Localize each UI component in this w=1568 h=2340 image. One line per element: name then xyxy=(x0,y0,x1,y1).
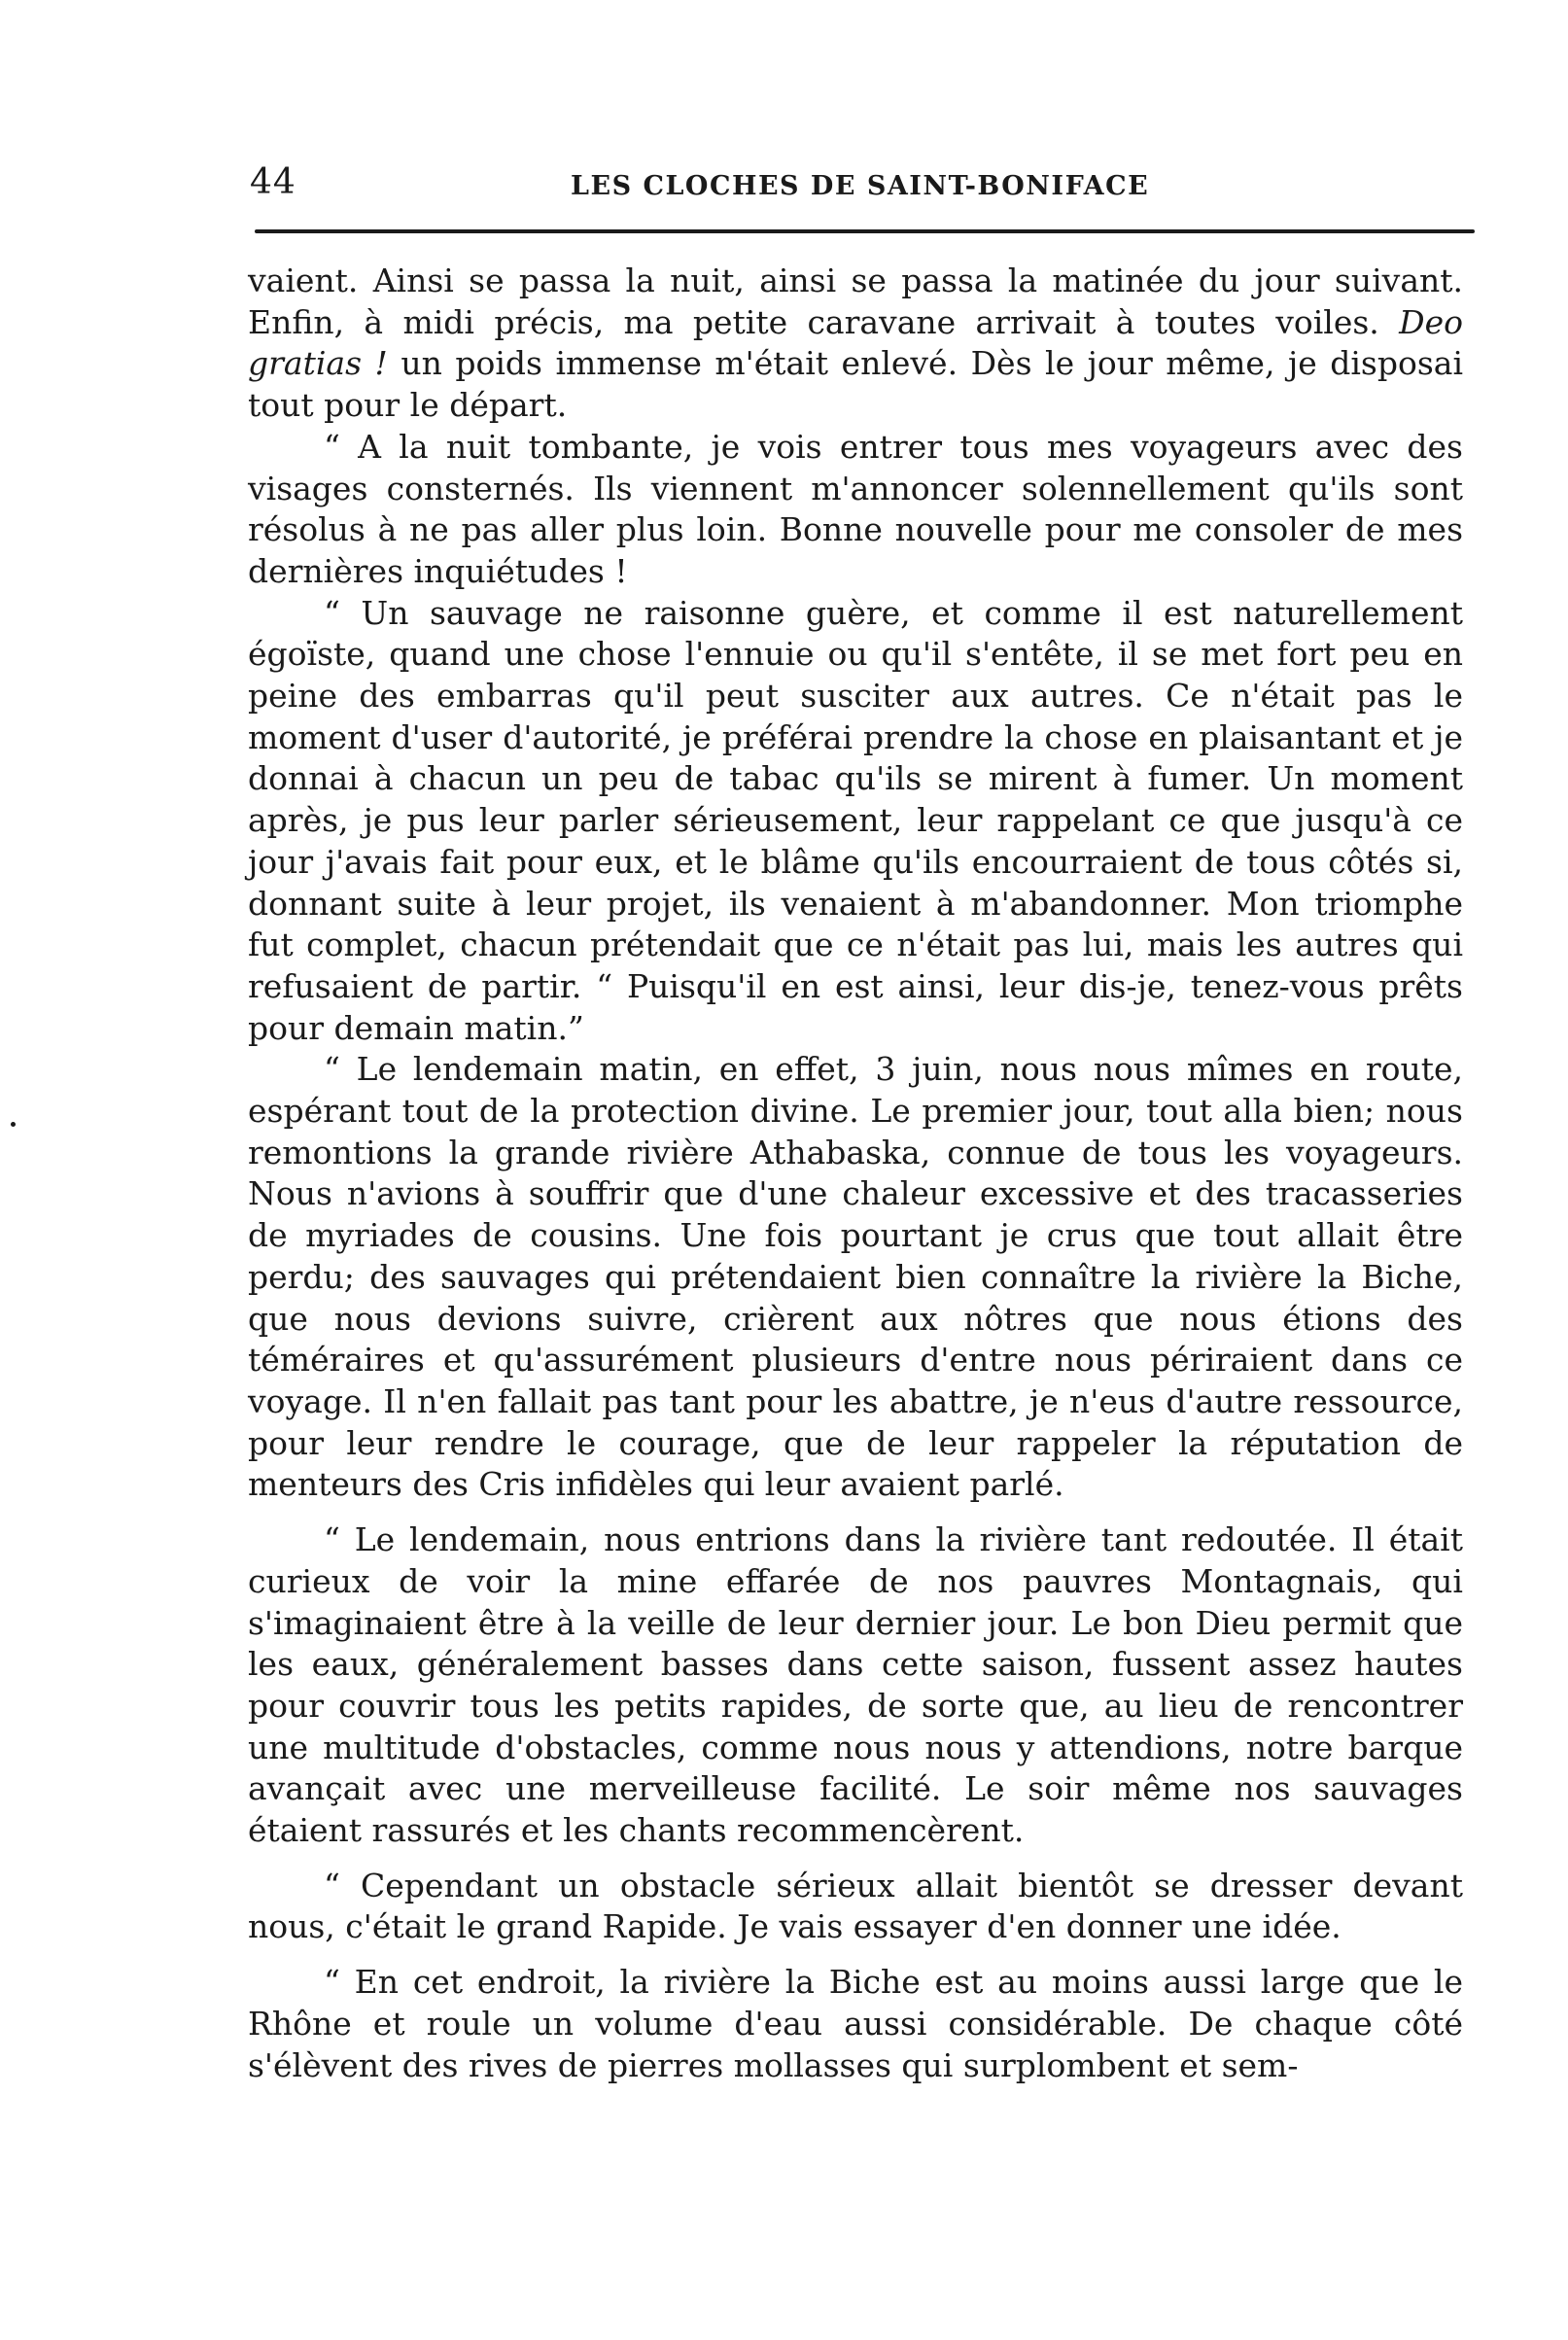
running-title: LES CLOCHES DE SAINT-BONIFACE xyxy=(571,171,1150,201)
italic-phrase: Deo gratias ! xyxy=(248,302,1463,383)
header-rule xyxy=(255,229,1475,233)
margin-mark xyxy=(11,1122,16,1127)
paragraph-text: vaient. Ainsi se passa la nuit, ainsi se passa la matinée du jour suivant. Enfin, à midi précis, ma petite caravane arrivait à toutes voiles. xyxy=(248,262,1463,341)
paragraph: “ En cet endroit, la rivière la Biche est au moins aussi large que le Rhône et roule un volume d'eau aussi considérable. De chaque côté s'élèvent des rives de pierres mollasses qui surplombent et sem- xyxy=(248,1963,1463,2084)
paragraph xyxy=(248,261,1463,427)
page-header xyxy=(250,161,1484,210)
paragraph: “ Le lendemain matin, en effet, 3 juin, nous nous mîmes en route, espérant tout de la protection divine. Le premier jour, tout alla bien; nous remontions la grande rivière Athabaska, connue de tous les voyageurs. Nous n'avions à souffrir que d'une chaleur excessive et des tracasseries de myriades de cousins. Une fois pourtant je crus que tout allait être perdu; des sauvages qui prétendaient bien connaître la rivière la Biche, que nous devions suivre, crièrent aux nôtres que nous étions des téméraires et qu'assurément plusieurs d'entre nous périraient dans ce voyage. Il n'en fallait pas tant pour les abattre, je n'eus d'autre ressource, pour leur rendre le courage, que de leur rappeler la réputation de menteurs des Cris infidèles qui leur avaient parlé. xyxy=(248,1050,1463,1504)
paragraph: “ Un sauvage ne raisonne guère, et comme il est naturellement égoïste, quand une chose l'ennuie ou qu'il s'entête, il se met fort peu en peine des embarras qu'il peut susciter aux autres. Ce n'était pas le moment d'user d'autorité, je préférai prendre la chose en plaisantant et je donnai à chacun un peu de tabac qu'ils se mirent à fumer. Un moment après, je pus leur parler sérieusement, leur rappelant ce que jusqu'à ce jour j'avais fait pour eux, et le blâme qu'ils encourraient de tous côtés si, donnant suite à leur projet, ils venaient à m'abandonner. Mon triomphe fut complet, chacun prétendait que ce n'était pas lui, mais les autres qui refusaient de partir. “ Puisqu'il en est ainsi, leur dis-je, tenez-vous prêts pour demain matin.” xyxy=(248,593,1463,1047)
text-body xyxy=(248,261,1463,2086)
paragraph: “ A la nuit tombante, je vois entrer tous mes voyageurs avec des visages consternés. Ils viennent m'annoncer solennellement qu'ils sont résolus à ne pas aller plus loin. Bonne nouvelle pour me consoler de mes dernières inquiétudes ! xyxy=(248,427,1463,590)
page-number: 44 xyxy=(250,162,296,202)
paragraph: “ Le lendemain, nous entrions dans la rivière tant redoutée. Il était curieux de voir la mine effarée de nos pauvres Montagnais, qui s'imaginaient être à la veille de leur dernier jour. Le bon Dieu permit que les eaux, généralement basses dans cette saison, fussent assez hautes pour couvrir tous les petits rapides, de sorte que, au lieu de rencontrer une multitude d'obstacles, comme nous nous y attendions, notre barque avançait avec une merveilleuse facilité. Le soir même nos sauvages étaient rassurés et les chants recommencèrent. xyxy=(248,1520,1463,1850)
paragraph-text: un poids immense m'était enlevé. Dès le jour même, je disposai tout pour le départ. xyxy=(248,344,1464,425)
paragraph: “ Cependant un obstacle sérieux allait bientôt se dresser devant nous, c'était le grand Rapide. Je vais essayer d'en donner une idée. xyxy=(248,1866,1463,1946)
